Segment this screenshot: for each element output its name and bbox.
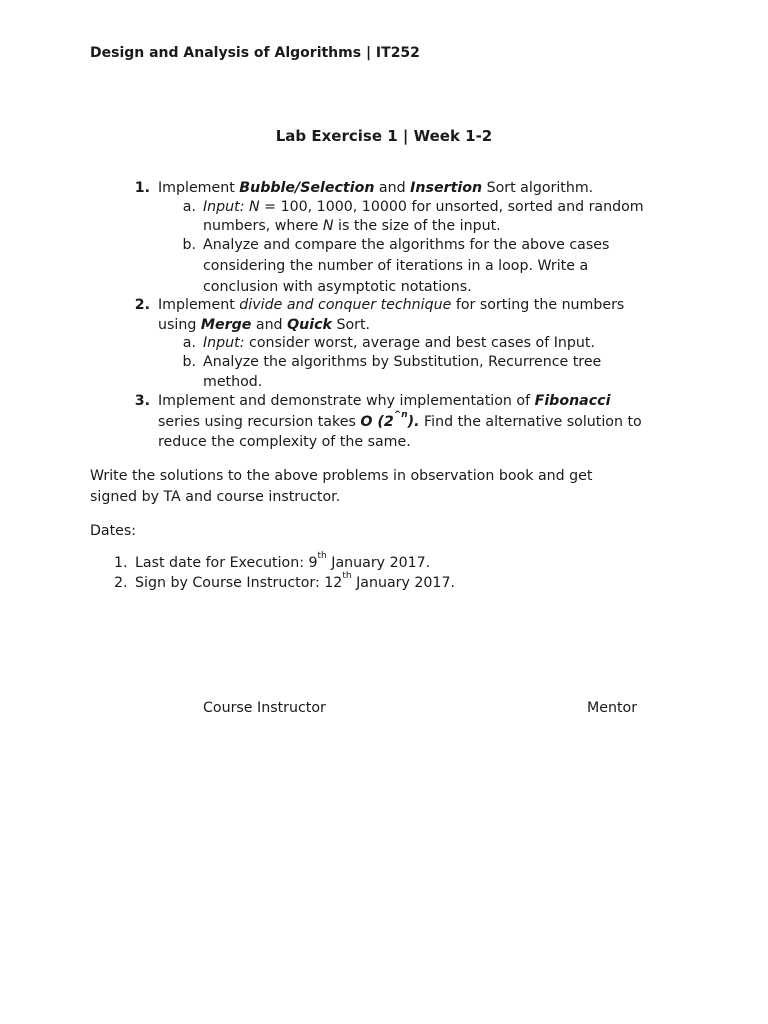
page-title: Lab Exercise 1 | Week 1-2 <box>275 127 493 145</box>
sub-item-label: a. <box>182 335 196 351</box>
date-text: Sign by Course Instructor: 12th January 2017. <box>135 571 455 591</box>
date-text: Last date for Execution: 9th January 2017. <box>135 551 431 571</box>
question-text: series using recursion takes O $(2^{\^{}n})$. Find the alternative solution to <box>158 410 642 430</box>
signature-mentor: Mentor <box>587 700 638 716</box>
instructions-text: signed by TA and course instructor. <box>90 489 341 505</box>
signature-course-instructor: Course Instructor <box>203 700 326 716</box>
question-text: Implement and demonstrate why implementation of Fibonacci <box>158 393 611 409</box>
sub-item-label: b. <box>182 237 196 253</box>
sub-item-text: method. <box>203 374 263 390</box>
sub-item-text: numbers, where N is the size of the input. <box>203 218 501 234</box>
question-text: using Merge and Quick Sort. <box>158 317 371 333</box>
date-number: 1. <box>114 555 128 571</box>
sub-item-text: Analyze and compare the algorithms for the above cases <box>203 237 610 253</box>
question-number: 1. <box>134 180 150 196</box>
question-text: reduce the complexity of the same. <box>158 434 411 450</box>
sub-item-text: Input: N = 100, 1000, 10000 for unsorted, sorted and random <box>203 199 644 215</box>
sub-item-text: Input: consider worst, average and best cases of Input. <box>203 335 595 351</box>
question-text: Implement Bubble/Selection and Insertion Sort algorithm. <box>158 180 594 196</box>
instructions-text: Write the solutions to the above problems in observation book and get <box>90 468 593 484</box>
sub-item-text: Analyze the algorithms by Substitution, Recurrence tree <box>203 354 602 370</box>
question-number: 3. <box>134 393 150 409</box>
sub-item-label: b. <box>182 354 196 370</box>
dates-label: Dates: <box>90 523 137 539</box>
question-text: Implement divide and conquer technique for sorting the numbers <box>158 297 625 313</box>
sub-item-text: considering the number of iterations in a loop. Write a <box>203 258 589 274</box>
date-number: 2. <box>114 575 128 591</box>
sub-item-label: a. <box>182 199 196 215</box>
sub-item-text: conclusion with asymptotic notations. <box>203 279 472 295</box>
question-number: 2. <box>134 297 150 313</box>
document-header: Design and Analysis of Algorithms | IT252 <box>90 45 420 61</box>
